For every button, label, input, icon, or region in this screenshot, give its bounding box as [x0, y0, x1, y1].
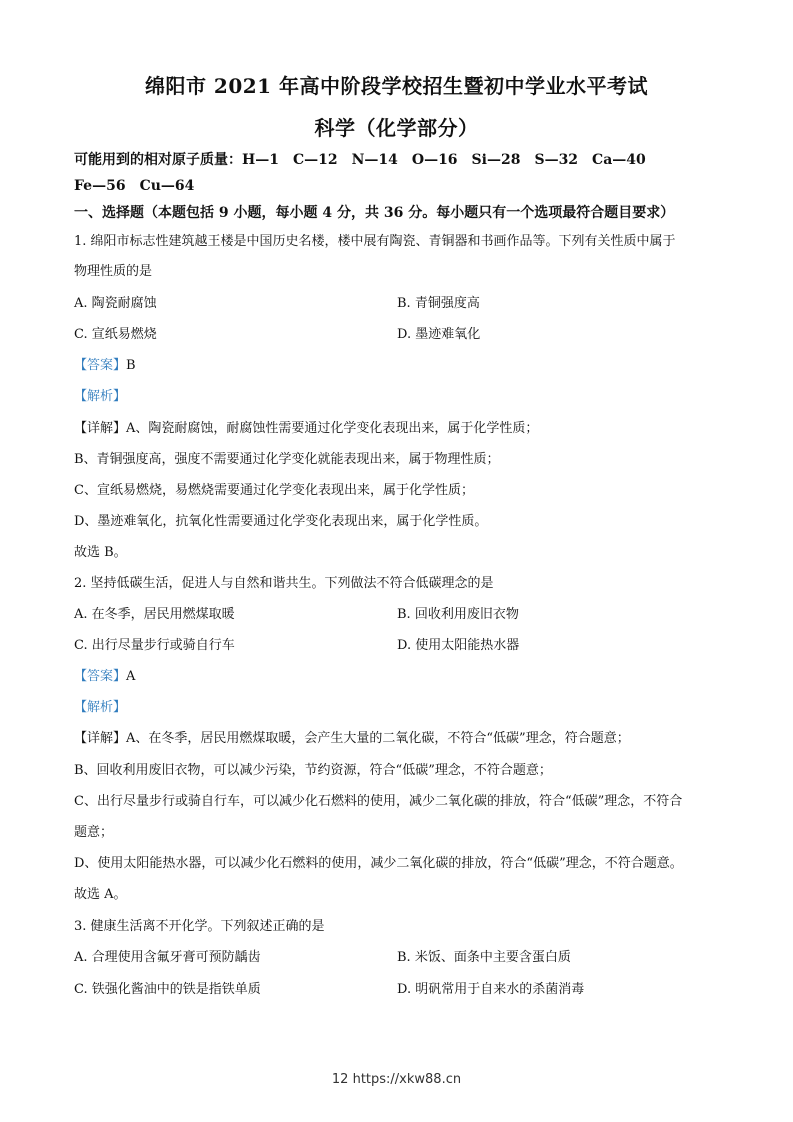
- page-footer-link[interactable]: 12 https://xkw88.cn: [331, 1072, 462, 1087]
- question-1-detail-line-3: C、宣纸易燃烧，易燃烧需要通过化学变化表现出来，属于化学性质；: [74, 483, 474, 498]
- question-2-analysis-tag: 【解析】: [74, 700, 127, 715]
- atomic-mass-line-1: 可能用到的相对原子质量：H—1 C—12 N—14 O—16 Si—28 S—32 Ca—40: [74, 152, 646, 168]
- detail-text: A、在冬季，居民用燃煤取暖，会产生大量的二氧化碳，不符合“低碳”理念，符合题意；: [126, 731, 630, 746]
- question-2-stem: 2. 坚持低碳生活，促进人与自然和谐共生。下列做法不符合低碳理念的是: [74, 576, 494, 591]
- question-2-detail-line-4: D、使用太阳能热水器，可以减少化石燃料的使用，减少二氧化碳的排放，符合“低碳”理念，不符合题意。: [74, 856, 683, 871]
- question-2-option-a: A. 在冬季，居民用燃煤取暖: [74, 607, 235, 622]
- question-1-option-b: B. 青铜强度高: [397, 296, 480, 311]
- question-2-option-d: D. 使用太阳能热水器: [397, 638, 520, 653]
- question-1-stem-line-2: 物理性质的是: [74, 264, 153, 279]
- detail-tag: 【详解】: [74, 421, 127, 436]
- detail-text: A、陶瓷耐腐蚀，耐腐蚀性需要通过化学变化表现出来，属于化学性质；: [126, 421, 539, 436]
- question-3-option-b: B. 米饭、面条中主要含蛋白质: [397, 950, 571, 965]
- question-1-conclusion: 故选 B。: [74, 545, 127, 560]
- question-3-option-c: C. 铁强化酱油中的铁是指铁单质: [74, 982, 261, 997]
- question-2-conclusion: 故选 A。: [74, 887, 127, 902]
- question-1-detail-line-4: D、墨迹难氧化，抗氧化性需要通过化学变化表现出来，属于化学性质。: [74, 514, 488, 529]
- question-1-detail-line-2: B、青铜强度高，强度不需要通过化学变化就能表现出来，属于物理性质；: [74, 452, 500, 467]
- question-3-option-a: A. 合理使用含氟牙膏可预防龋齿: [74, 950, 261, 965]
- answer-tag: 【答案】: [74, 669, 127, 684]
- question-1-option-a: A. 陶瓷耐腐蚀: [74, 296, 157, 311]
- question-1-option-c: C. 宣纸易燃烧: [74, 327, 157, 342]
- detail-tag: 【详解】: [74, 731, 127, 746]
- page-subtitle: 科学（化学部分）: [314, 116, 479, 140]
- question-1-answer: [74, 356, 724, 376]
- question-2-option-b: B. 回收利用废旧衣物: [397, 607, 519, 622]
- answer-tag: 【答案】: [74, 358, 127, 373]
- answer-value: B: [126, 358, 136, 373]
- atomic-mass-line-2: Fe—56 Cu—64: [74, 178, 195, 194]
- question-3-stem: 3. 健康生活离不开化学。下列叙述正确的是: [74, 919, 325, 934]
- question-1-stem-line-1: 1. 绵阳市标志性建筑越王楼是中国历史名楼，楼中展有陶瓷、青铜器和书画作品等。下列有关性质中属于: [74, 234, 676, 249]
- answer-value: A: [126, 669, 136, 684]
- question-2-answer: [74, 667, 724, 687]
- section-heading: 一、选择题（本题包括 9 小题，每小题 4 分，共 36 分。每小题只有一个选项最符合题目要求）: [74, 205, 675, 221]
- question-2-detail-line-2: B、回收利用废旧衣物，可以减少污染，节约资源，符合“低碳”理念，不符合题意；: [74, 763, 552, 778]
- question-2-option-c: C. 出行尽量步行或骑自行车: [74, 638, 235, 653]
- page-title: 绵阳市 2021 年高中阶段学校招生暨初中学业水平考试: [144, 74, 649, 98]
- question-2-detail-line-1: [74, 729, 724, 749]
- question-2-detail-line-3: C、出行尽量步行或骑自行车，可以减少化石燃料的使用，减少二氧化碳的排放，符合“低碳”理念，不符合: [74, 794, 683, 809]
- question-1-analysis-tag: 【解析】: [74, 389, 127, 404]
- question-2-detail-line-3-cont: 题意；: [74, 825, 114, 840]
- question-1-detail-line-1: [74, 419, 724, 439]
- question-1-option-d: D. 墨迹难氧化: [397, 327, 481, 342]
- question-3-option-d: D. 明矾常用于自来水的杀菌消毒: [397, 982, 585, 997]
